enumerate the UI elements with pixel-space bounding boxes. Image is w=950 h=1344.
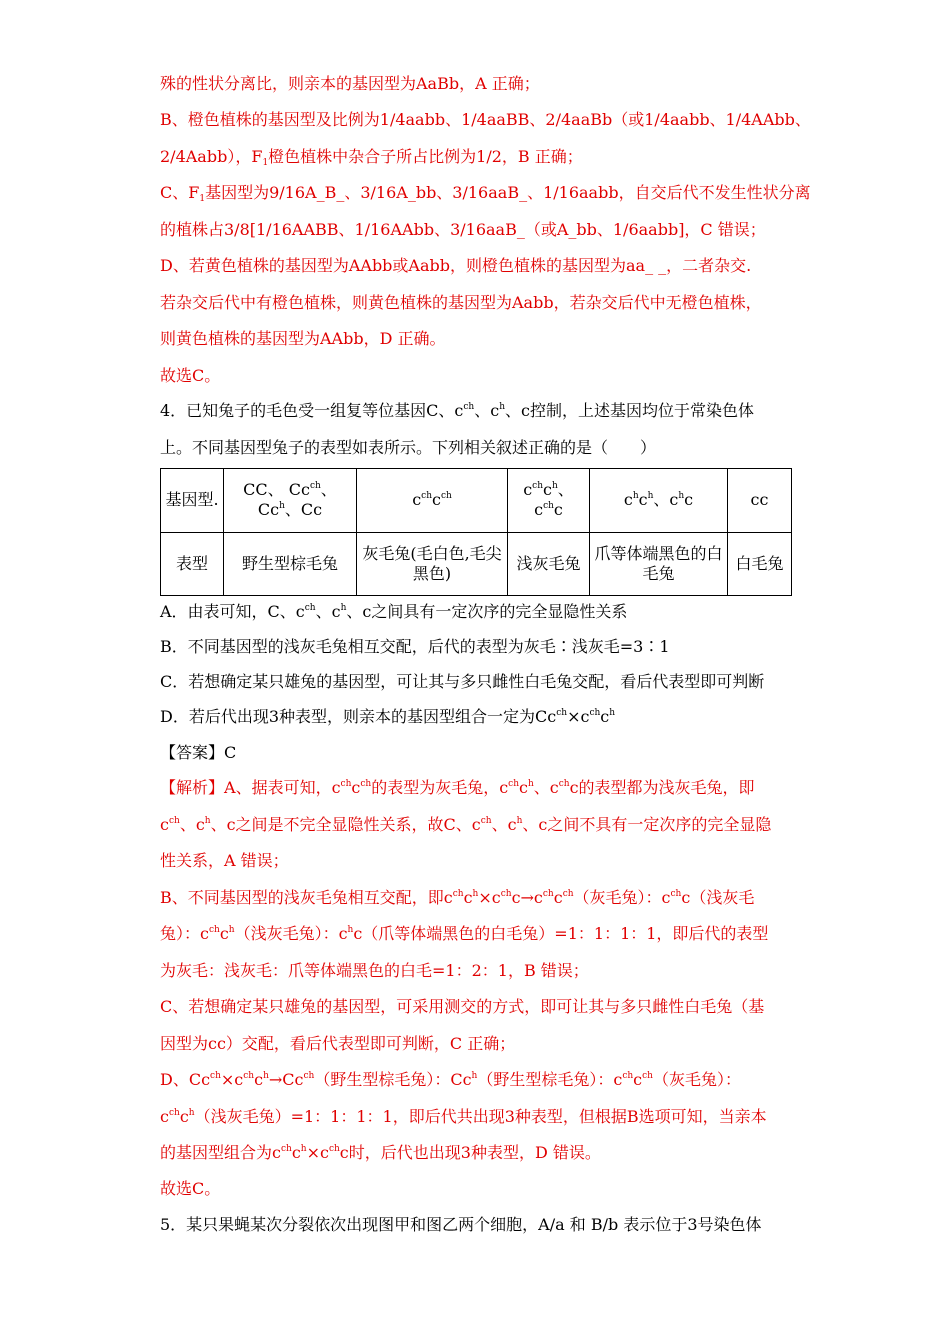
phenotype-cell-5: 白毛兔	[728, 532, 792, 596]
option-a: A．由表可知，C、$c^{ch}$、$c^h$、c之间具有一定次序的完全显隐性关系	[160, 602, 628, 621]
analysis-b-line-1: B、不同基因型的浅灰毛兔相互交配，即$c^{ch}c^h\times c^{ch}c\to c^{ch}c^{ch}$（灰毛兔）：$c^{ch}c$（浅灰毛	[160, 888, 755, 907]
option-d: D．若后代出现3种表型，则亲本的基因型组合一定为$Cc^{ch}\times c^{ch}c^h$	[160, 707, 616, 726]
genotype-cell-3: $c^{ch}c^h$、 $c^{ch}c$	[508, 469, 590, 533]
phenotype-cell-4: 爪等体端黑色的白毛兔	[590, 532, 728, 596]
prev-solution-line-3: 2/4Aabb），$F_1$橙色植株中杂合子所占比例为1/2，B 正确；	[160, 147, 583, 168]
header-genotype: 基因型.	[161, 469, 224, 533]
option-c: C．若想确定某只雄兔的基因型，可让其与多只雌性白毛兔交配，看后代表型即可判断	[160, 672, 765, 691]
genotype-cell-4: $c^hc^h$、$c^hc$	[590, 469, 728, 533]
analysis-a-line-2: $c^{ch}$、$c^h$、c之间是不完全显隐性关系，故C、$c^{ch}$、$c^h$、c之间不具有一定次序的完全显隐	[160, 815, 772, 834]
analysis-a-line-3: 性关系，A 错误；	[160, 851, 289, 870]
analysis-c-line-2: 因型为cc）交配，看后代表型即可判断，C 正确；	[160, 1034, 516, 1053]
genotype-phenotype-table	[160, 468, 792, 596]
header-phenotype: 表型	[161, 532, 224, 596]
analysis-b-line-3: 为灰毛：浅灰毛：爪等体端黑色的白毛=1：2：1，B 错误；	[160, 961, 589, 980]
phenotype-cell-1: 野生型棕毛兔	[224, 532, 357, 596]
analysis-d-line-1: D、$Cc^{ch}\times c^{ch}c^h\to Cc^{ch}$（野生型棕毛兔）：Cc$^h$（野生型棕毛兔）：$c^{ch}c^{ch}$（灰毛兔）：	[160, 1070, 741, 1089]
prev-solution-line-4: C、$F_1$基因型为9/16A_B_、3/16A_bb、3/16aaB_、1/16aabb，自交后代不发生性状分离	[160, 183, 811, 204]
prev-solution-line-8: 则黄色植株的基因型为AAbb，D 正确。	[160, 329, 446, 348]
phenotype-cell-3: 浅灰毛兔	[508, 532, 590, 596]
analysis-conclusion: 故选C。	[160, 1179, 221, 1198]
analysis-c-line-1: C、若想确定某只雄兔的基因型，可采用测交的方式，即可让其与多只雌性白毛兔（基	[160, 997, 765, 1016]
prev-solution-line-7: 若杂交后代中有橙色植株，则黄色植株的基因型为Aabb，若杂交后代中无橙色植株，	[160, 293, 762, 312]
table-row	[161, 469, 792, 533]
genotype-cell-5: cc	[728, 469, 792, 533]
analysis-a-line-1: 【解析】A、据表可知，$c^{ch}c^{ch}$的表型为灰毛兔，$c^{ch}c^h$、$c^{ch}c$的表型都为浅灰毛兔，即	[160, 778, 755, 797]
genotype-cell-2: $c^{ch}c^{ch}$	[357, 469, 508, 533]
question-4-stem-line-2: 上。不同基因型兔子的表型如表所示。下列相关叙述正确的是（ ）	[160, 438, 657, 457]
table-row	[161, 532, 792, 596]
prev-solution-line-2: B、橙色植株的基因型及比例为1/4aabb、1/4aaBB、2/4aaBb（或1/4aabb、1/4AAbb、	[160, 110, 811, 129]
prev-solution-line-5: 的植株占3/8[1/16AABB、1/16AAbb、3/16aaB_（或A_bb、1/6aabb]，C 错误；	[160, 220, 766, 239]
genotype-cell-1: CC、 $Cc^{ch}$、 Cc$^h$、Cc	[224, 469, 357, 533]
phenotype-cell-2: 灰毛兔(毛白色,毛尖黑色)	[357, 532, 508, 596]
analysis-b-line-2: 兔）：$c^{ch}c^h$（浅灰毛兔）：$c^hc$（爪等体端黑色的白毛兔）=1：1：1：1，即后代的表型	[160, 924, 769, 943]
question-5-stem: 5．某只果蝇某次分裂依次出现图甲和图乙两个细胞，A/a 和 B/b 表示位于3号染色体	[160, 1215, 762, 1234]
question-4-stem-line-1: 4．已知兔子的毛色受一组复等位基因C、$c^{ch}$、$c^h$、c控制，上述基因均位于常染色体	[160, 401, 754, 420]
prev-solution-line-6: D、若黄色植株的基因型为AAbb或Aabb，则橙色植株的基因型为aa_ _，二者杂交.	[160, 256, 752, 275]
prev-conclusion: 故选C。	[160, 366, 221, 385]
answer-line: 【答案】C	[160, 743, 237, 762]
analysis-d-line-3: 的基因型组合为$c^{ch}c^h\times c^{ch}c$时，后代也出现3种表型，D 错误。	[160, 1143, 601, 1162]
option-b: B．不同基因型的浅灰毛兔相互交配，后代的表型为灰毛∶浅灰毛=3∶1	[160, 637, 670, 656]
prev-solution-line-1: 殊的性状分离比，则亲本的基因型为AaBb，A 正确；	[160, 74, 540, 93]
analysis-d-line-2: $c^{ch}c^h$（浅灰毛兔）=1：1：1：1，即后代共出现3种表型，但根据B选项可知，当亲本	[160, 1107, 767, 1126]
